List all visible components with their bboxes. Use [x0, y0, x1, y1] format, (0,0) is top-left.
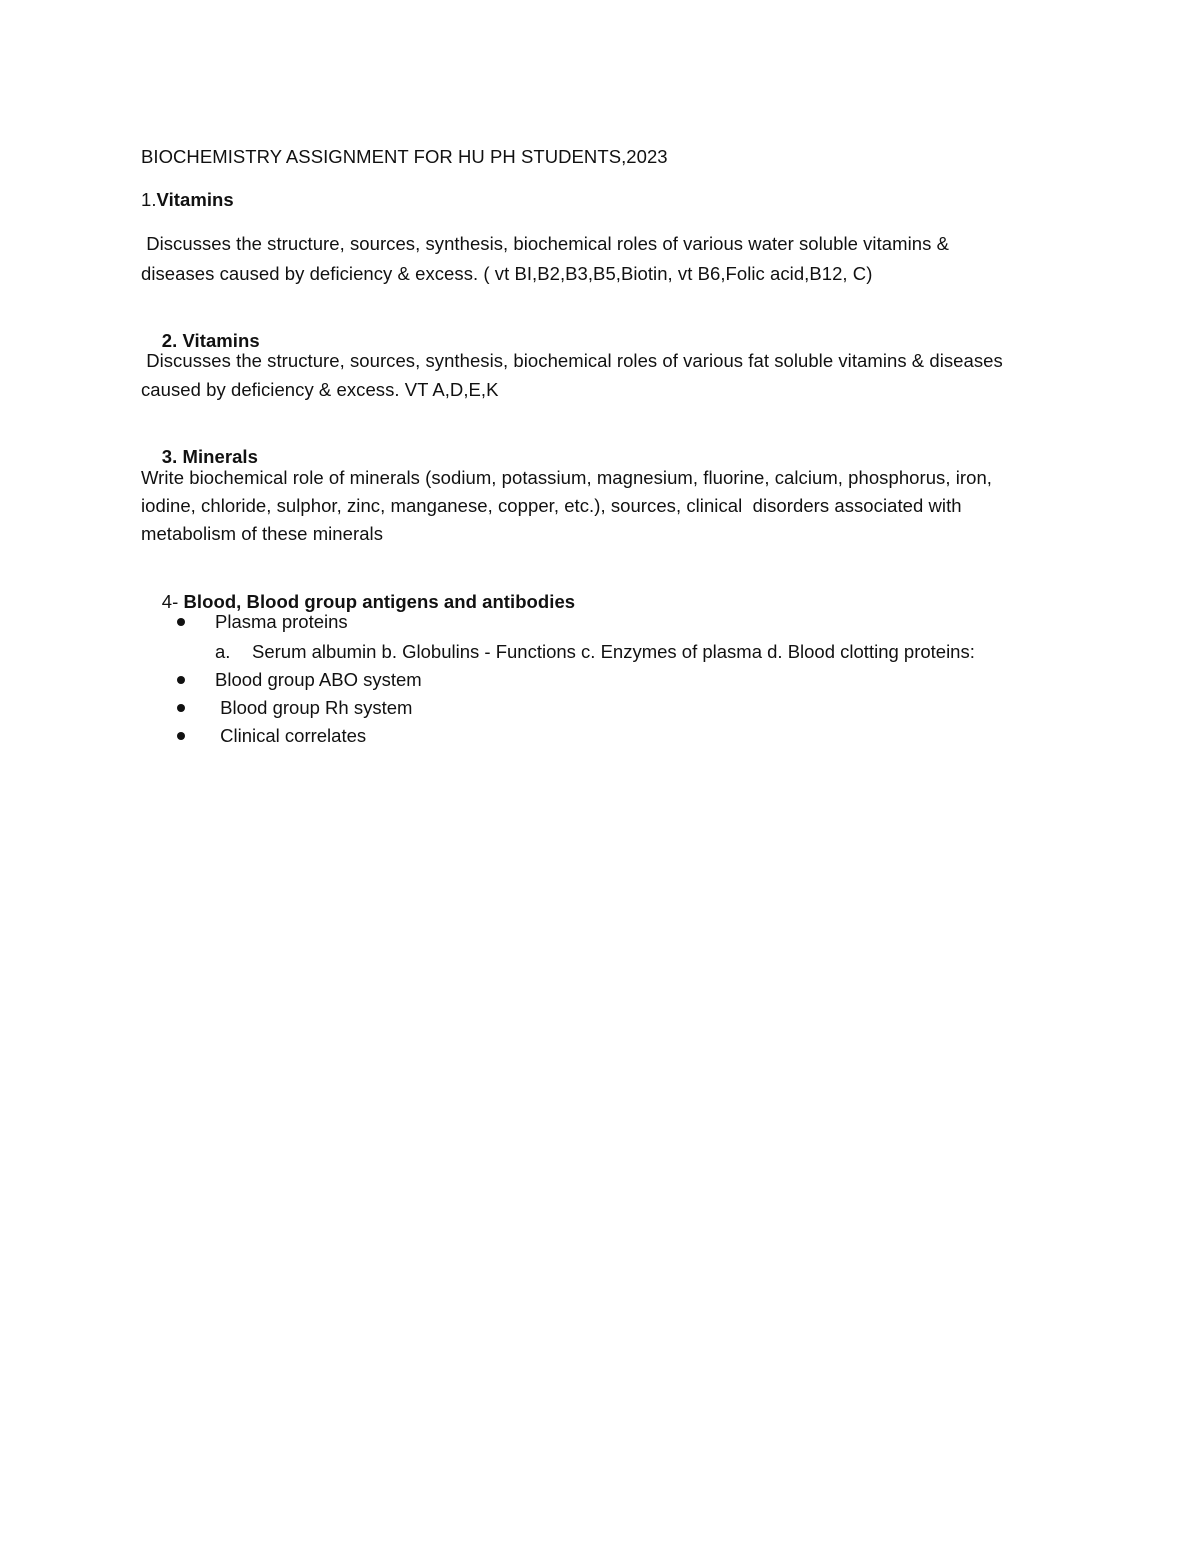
- section-1-line-1: Discusses the structure, sources, synthesis, biochemical roles of various water soluble vitamins &: [141, 233, 949, 254]
- section-2-heading: Vitamins: [182, 330, 260, 351]
- section-4-heading: Blood, Blood group antigens and antibodies: [183, 591, 576, 612]
- section-2-number: 2.: [161, 330, 183, 351]
- section-1-line-2: diseases caused by deficiency & excess. ( vt BI,B2,B3,B5,Biotin, vt B6,Folic acid,B12, C): [141, 263, 873, 284]
- section-3-line-2: iodine, chloride, sulphor, zinc, manganese, copper, etc.), sources, clinical disorders associated with: [141, 495, 962, 516]
- section-1-heading: Vitamins: [156, 189, 234, 210]
- bullet-icon: [177, 618, 185, 626]
- bullet-text: Blood group Rh system: [215, 697, 413, 718]
- bullet-text: Clinical correlates: [215, 725, 367, 746]
- document-title: BIOCHEMISTRY ASSIGNMENT FOR HU PH STUDENTS,2023: [141, 146, 668, 167]
- bullet-icon: [177, 704, 185, 712]
- sub-item-marker: a.: [215, 641, 231, 662]
- bullet-icon: [177, 732, 185, 740]
- section-3-line-1: Write biochemical role of minerals (sodium, potassium, magnesium, fluorine, calcium, phosphorus, iron,: [141, 467, 992, 488]
- section-3-number: 3.: [161, 446, 183, 467]
- bullet-icon: [177, 676, 185, 684]
- section-4-number: 4-: [161, 591, 184, 612]
- section-2-line-2: caused by deficiency & excess. VT A,D,E,K: [141, 379, 499, 400]
- section-1-number: 1.: [141, 189, 157, 210]
- sub-item-text: Serum albumin b. Globulins - Functions c. Enzymes of plasma d. Blood clotting proteins:: [252, 641, 975, 662]
- section-4-heading-row: [141, 566, 575, 638]
- section-3-heading: Minerals: [182, 446, 258, 467]
- section-2-line-1: Discusses the structure, sources, synthesis, biochemical roles of various fat soluble vitamins & diseases: [141, 350, 1003, 371]
- bullet-text: Plasma proteins: [215, 611, 348, 632]
- section-1-heading-row: [141, 188, 234, 212]
- section-3-line-3: metabolism of these minerals: [141, 523, 383, 544]
- bullet-text: Blood group ABO system: [215, 669, 422, 690]
